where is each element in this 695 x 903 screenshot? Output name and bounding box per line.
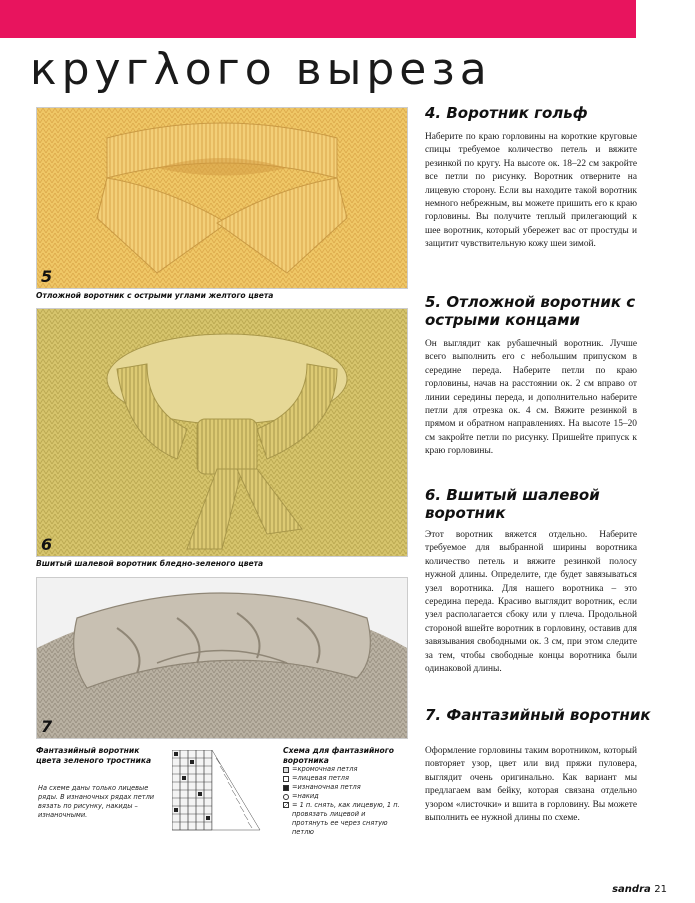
scheme-legend — [283, 746, 401, 837]
green-sweater-illustration — [37, 309, 407, 556]
top-color-bar — [0, 0, 636, 38]
section-body: Оформление горловины таким воротником, который повторяет узор, цвет или вид пряжи пуловера, выглядит очень оригинально. Как вариант мы предлагаем вам бейку, которая связана отдельно узором «листочки» и вшита в горловину. Вы можете выполнить ее нужной длины по схеме. — [425, 746, 637, 824]
photo-green-shawl-collar — [36, 308, 408, 557]
scheme-title: Схема для фантазийного воротника — [283, 746, 394, 765]
footer — [612, 884, 667, 895]
legend-knit — [283, 774, 401, 783]
photo-caption: Фантазийный воротник цвета зеленого тростника — [36, 746, 152, 765]
section-body: Этот воротник вяжется отдельно. Наберите требуемое для выбранной ширины воротника количество петель и вяжите резинкой полосу нужной длины. Определите, где будет завязываться узел воротника. Для нашего воротника – это середина переда. Красиво выглядит воротник, если узел располагается сбоку или у плеча. Продольной стороной вшейте воротник в горловину, оставив для завязывания свободными ок. 3 см, при этом следите за тем, чтобы свободные концы воротника были одинаковой длины. — [425, 530, 637, 675]
legend-yo — [283, 792, 401, 801]
yellow-sweater-illustration — [37, 108, 407, 288]
legend-dec — [283, 801, 401, 837]
legend-text: = 1 п. снять, как лицевую, 1 п. провязать лицевой и протянуть ее через снятую петлю — [292, 801, 400, 836]
section-body: Он выглядит как рубашечный воротник. Лучше всего выполнить его с небольшим припуском в середине переда. Наберите петли по краю горловины, начав на расстоянии ок. 2 см вправо от линии середины переда, и дополнительно наберите петли для отрезка ок. 4 см. Вяжите резинкой в прямом и обратном направлениях. На высоте 15–20 см закройте петли по рисунку. Пришейте припуск к краю горловины. — [425, 339, 637, 457]
photo-caption: Отложной воротник с острыми углами желтого цвета — [36, 291, 274, 300]
decrease-stitch-icon — [283, 802, 289, 808]
section-title: 6. Вшитый шалевой воротник — [425, 486, 600, 522]
knitting-chart — [172, 750, 264, 832]
reed-sweater-illustration — [37, 578, 407, 738]
section-title: 4. Воротник гольф — [425, 104, 588, 122]
legend-text: =лицевая петля — [292, 774, 349, 782]
legend-purl — [283, 783, 401, 792]
yarn-over-icon — [283, 794, 289, 800]
legend-edge — [283, 765, 401, 774]
purl-stitch-icon — [283, 785, 289, 791]
page-number: 21 — [654, 884, 667, 895]
legend-text: =кромочная петля — [292, 765, 358, 773]
photo-number: 7 — [41, 717, 53, 736]
photo-reed-fancy-collar — [36, 577, 408, 739]
chart-note: На схеме даны только лицевые ряды. В изнаночных рядах петли вязать по рисунку, накиды – изнаночными. — [38, 784, 155, 819]
photo-number: 6 — [41, 535, 53, 554]
section-body: Наберите по краю горловины на короткие круговые спицы требуемое количество петель и вяжите резинкой по кругу. На высоте ок. 18–22 см закройте все петли по рисунку. Воротник отверните на лицевую сторону. Если вы находите такой воротник немного небрежным, вы можете пришить его к краю горловины. Вы получите теплый прилегающий к шее воротник, который убережет вас от простуды и защитит чувствительную кожу шеи зимой. — [425, 132, 637, 250]
brand-name: sandra — [612, 884, 651, 895]
photo-yellow-collar — [36, 107, 408, 289]
photo-caption: Вшитый шалевой воротник бледно-зеленого цвета — [36, 559, 264, 568]
legend-text: =накид — [292, 792, 319, 800]
knit-stitch-icon — [283, 776, 289, 782]
page-heading: кругλого выреза — [30, 44, 492, 95]
section-title: 7. Фантазийный воротник — [425, 706, 651, 724]
section-title: 5. Отложной воротник с острыми концами — [425, 293, 636, 329]
legend-text: =изнаночная петля — [292, 783, 361, 791]
photo-number: 5 — [41, 267, 53, 286]
edge-stitch-icon — [283, 767, 289, 773]
